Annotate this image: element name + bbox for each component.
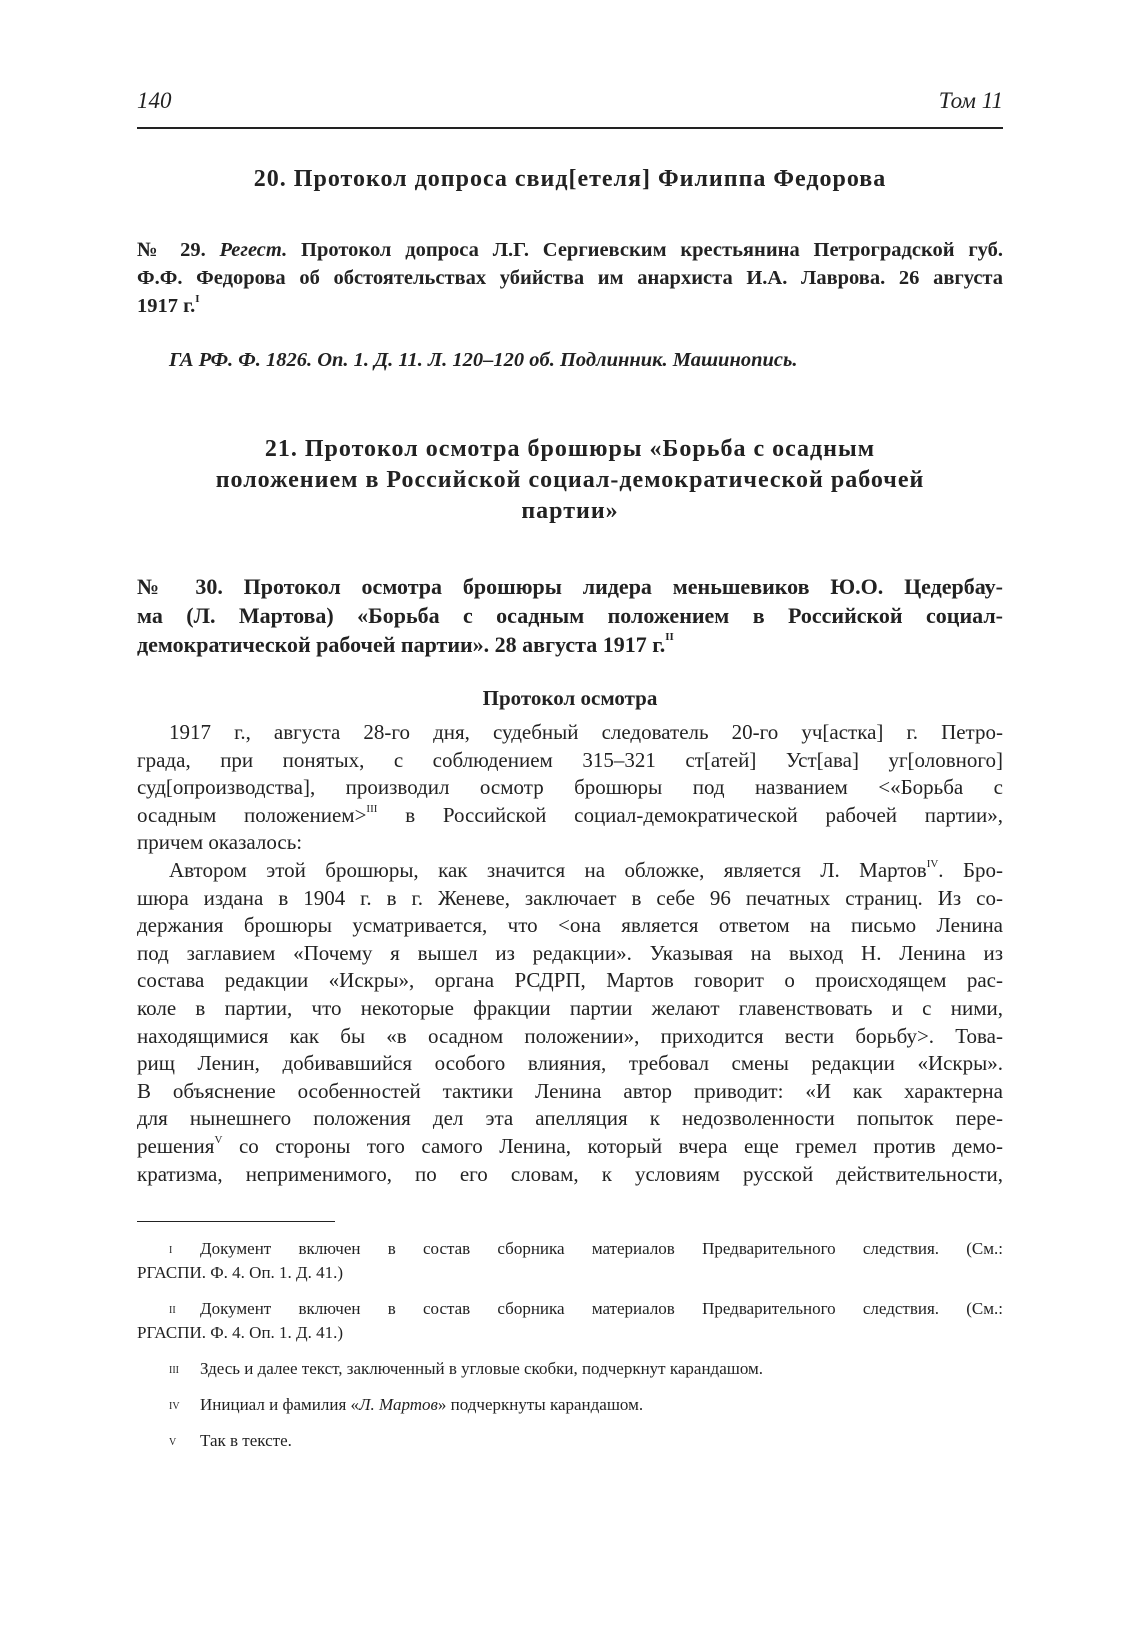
text-segment: состава редакции «Искры», органа РСДРП, Мартов говорит о происходящем рас- (137, 968, 1003, 993)
text-segment: . Бро- (938, 857, 1003, 882)
footnote-ref[interactable]: IV (926, 857, 939, 870)
text-segment: шюра издана в 1904 г. в г. Женеве, заключает в себе 96 печатных страниц. Из со- (137, 885, 1003, 910)
body-line (137, 995, 1003, 1023)
body-line (137, 1023, 1003, 1051)
title-line: 21. Протокол осмотра брошюры «Борьба с осадным (264, 436, 876, 462)
text-segment: коле в партии, что некоторые фракции партии желают главенствовать и с ними, (137, 995, 1003, 1020)
regest-number: № 29. (137, 239, 206, 261)
footnote (137, 1357, 1003, 1381)
body-line (137, 940, 1003, 968)
doc20-title: 20. Протокол допроса свид[етеля] Филиппа Федорова (253, 166, 887, 192)
footnote-ref[interactable]: V (214, 1133, 223, 1146)
text-segment: держания брошюры усматривается, что <она является ответом на письмо Ленина (137, 913, 1003, 938)
regest-line: Ф.Ф. Федорова об обстоятельствах убийства им анархиста И.А. Лаврова. 26 августа (137, 267, 1003, 289)
footnote-ref[interactable]: II (665, 631, 674, 643)
text-segment: Инициал и фамилия « (200, 1395, 360, 1414)
text-segment: причем оказалось: (137, 830, 303, 855)
footnote-line: Документ включен в состав сборника материалов Предварительного следствия. (См.: (200, 1239, 1003, 1258)
text-segment: града, при понятых, с соблюдением 315–321 ст[атей] Уст[ава] уг[оловного] (137, 747, 1003, 772)
text-segment: в Российской социал-демократической рабочей партии», (377, 802, 1003, 827)
footnote (137, 1237, 1003, 1285)
body-text (137, 719, 1003, 1188)
body-line (137, 719, 1003, 747)
text-segment: » подчеркнуты карандашом. (437, 1395, 644, 1414)
text-segment: 1917 г., августа 28-го дня, судебный следователь 20-го уч[астка] г. Петро- (169, 720, 1003, 744)
text-segment: В объяснение особенностей тактики Ленина автор приводит: «И как характерна (137, 1078, 1003, 1103)
footnote-mark: I (169, 1245, 173, 1256)
footnote-mark: IV (169, 1401, 180, 1412)
text-segment: под заглавием «Почему я вышел из редакции». Указывая на выход Н. Ленина из (137, 940, 1003, 965)
title-line: партии» (521, 498, 619, 524)
running-header (137, 88, 1003, 116)
body-line (137, 1133, 1003, 1161)
text-segment: со стороны того самого Ленина, который вчера еще гремел против демо- (222, 1133, 1003, 1158)
text-segment: для нынешнего положения дел эта апелляция к недозволенности попыток пере- (137, 1106, 1003, 1131)
body-line (137, 912, 1003, 940)
footnote-line: Здесь и далее текст, заключенный в угловые скобки, подчеркнут карандашом. (200, 1359, 764, 1378)
footnote-line: РГАСПИ. Ф. 4. Оп. 1. Д. 41.) (137, 1323, 344, 1342)
subtitle: Протокол осмотра (482, 686, 658, 710)
regest-line: Протокол допроса Л.Г. Сергиевским крестьянина Петроградской губ. (301, 239, 1004, 261)
body-line (137, 1105, 1003, 1133)
header-rule (137, 127, 1003, 129)
doc20-regest (137, 236, 1003, 320)
body-line (137, 802, 1003, 830)
footnote (137, 1297, 1003, 1345)
footnote (137, 1429, 1003, 1453)
footnotes (137, 1237, 1003, 1465)
body-line (137, 1078, 1003, 1106)
text-segment: суд[опроизводства], производил осмотр брошюры под названием <«Борьба с (137, 775, 1003, 800)
body-line (137, 967, 1003, 995)
footnote-line: Так в тексте. (200, 1431, 292, 1450)
body-line (137, 885, 1003, 913)
regest-label: Регест. (219, 239, 288, 261)
footnote-ref[interactable]: I (195, 293, 200, 305)
text-segment: осадным положением> (137, 802, 367, 827)
doc21-heading (137, 572, 1003, 659)
footnote-ref[interactable]: III (366, 802, 378, 815)
heading-line: № 30. Протокол осмотра брошюры лидера меньшевиков Ю.О. Цедербау- (137, 574, 1003, 599)
body-line (137, 747, 1003, 775)
text-segment: Автором этой брошюры, как значится на обложке, является Л. Мартов (169, 857, 927, 882)
page-number: 140 (137, 88, 172, 113)
body-line (137, 1161, 1003, 1189)
footnote-rule (137, 1221, 335, 1222)
footnote-line: РГАСПИ. Ф. 4. Оп. 1. Д. 41.) (137, 1263, 344, 1282)
body-line (137, 774, 1003, 802)
heading-line: демократической рабочей партии». 28 августа 1917 г. (137, 632, 666, 657)
text-segment: рищ Ленин, добивавшийся особого влияния, требовал смены редакции «Искры». (137, 1051, 1003, 1076)
doc20-archive: ГА РФ. Ф. 1826. Оп. 1. Д. 11. Л. 120–120 об. Подлинник. Машинопись. (169, 349, 798, 371)
title-line: положением в Российской социал-демократической рабочей (215, 467, 925, 493)
body-line (137, 857, 1003, 885)
text-segment: находящимися как бы «в осадном положении», приходится вести борьбу>. Това- (137, 1023, 1003, 1048)
text-segment: Л. Мартов (359, 1395, 438, 1414)
text-segment: решения (137, 1133, 215, 1158)
body-line (137, 829, 1003, 857)
footnote-line: Документ включен в состав сборника материалов Предварительного следствия. (См.: (200, 1299, 1003, 1318)
body-line (137, 1050, 1003, 1078)
footnote-mark: V (169, 1437, 177, 1448)
regest-line: 1917 г. (137, 295, 196, 317)
doc21-title (137, 434, 1003, 527)
text-segment: кратизма, неприменимого, по его словам, к условиям русской действительности, (137, 1161, 1003, 1186)
heading-line: ма (Л. Мартова) «Борьба с осадным положением в Российской социал- (137, 603, 1003, 628)
volume-label: Том 11 (938, 88, 1003, 113)
footnote (137, 1393, 1003, 1417)
footnote-line (137, 1393, 1003, 1417)
footnote-mark: III (169, 1365, 179, 1376)
footnote-mark: II (169, 1305, 176, 1316)
